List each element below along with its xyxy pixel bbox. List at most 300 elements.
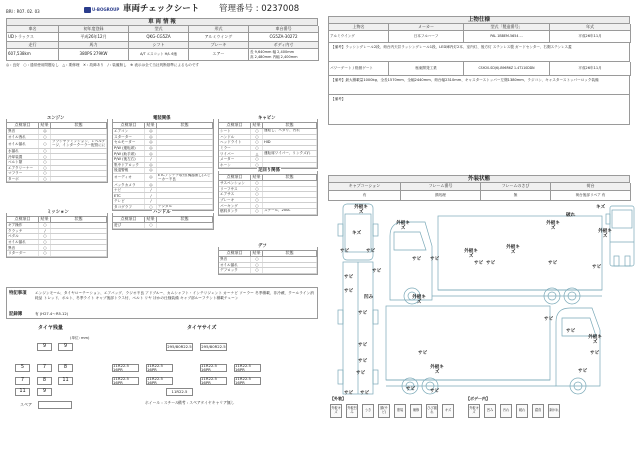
- check-comment: [263, 135, 317, 140]
- check-item: ETC: [113, 193, 145, 198]
- tire-size-title: タイヤサイズ: [187, 325, 217, 331]
- damage-marker: サビ: [566, 329, 576, 334]
- tire-remaining-box: 7: [37, 364, 52, 372]
- check-result: ○: [145, 223, 157, 228]
- value-mileage: 607,538km: [7, 49, 59, 61]
- section-electrical: [112, 116, 214, 211]
- col-header: 結果: [251, 123, 263, 128]
- damage-marker: サビ: [578, 369, 588, 374]
- page-title: 車両チェックシート: [123, 4, 200, 14]
- damage-marker: サビ: [412, 257, 422, 262]
- tire-remaining-box: 9: [58, 343, 73, 351]
- check-comment: [51, 160, 107, 165]
- section-engine: [6, 116, 108, 183]
- value-chassis-no: CG5ZA-30272: [249, 33, 319, 42]
- check-item: ハンドル: [219, 135, 251, 140]
- col-header: 点検項目: [113, 123, 145, 128]
- check-item: ペダル: [7, 234, 39, 239]
- col-maker: メーカー: [389, 24, 464, 31]
- label-power: 馬力: [59, 42, 129, 49]
- damage-marker: サビ: [548, 261, 558, 266]
- damage-marker: サビ: [486, 261, 496, 266]
- check-result: ○: [251, 263, 263, 268]
- section-steering: [112, 210, 214, 230]
- label-shift: シフト: [129, 42, 189, 49]
- label-brake: ブレーキ: [189, 42, 249, 49]
- dims-line-1: 長 9,640mm 幅 2,400mm: [250, 50, 295, 55]
- check-row: [7, 251, 107, 257]
- eq2-name: パワーゲート / 格納ゲート: [329, 62, 389, 76]
- damage-marker: 外板キズ: [546, 221, 560, 231]
- check-comment: [157, 135, 213, 140]
- section-cabin: [218, 116, 318, 169]
- section-col-header: [219, 174, 317, 181]
- damage-marker: サビ: [590, 351, 600, 356]
- check-result: ◎: [39, 129, 51, 134]
- check-comment: ETCアンテナ取付(機器無し)スピーカー不良: [157, 174, 213, 182]
- damage-marker: サビ: [360, 391, 370, 396]
- check-comment: [51, 171, 107, 176]
- equipment-header: 上物仕様: [328, 16, 630, 24]
- section-col-header: [219, 250, 317, 257]
- check-result: ○: [39, 234, 51, 239]
- check-item: ブレーキ: [219, 198, 251, 203]
- check-item: オイル洩れ: [7, 135, 39, 140]
- check-item: 冷却装置: [7, 154, 39, 159]
- value-model: QKG-CG5ZA: [129, 33, 189, 42]
- section-mission: [6, 210, 108, 258]
- legend-body-item: 外板キズ: [468, 404, 480, 418]
- eq2-year: 平成26年11月: [550, 62, 631, 76]
- damage-marker: サビ: [430, 257, 440, 262]
- legend-exterior-label: 【外装】: [330, 396, 346, 401]
- legend-body-item: 汚れ: [500, 404, 512, 418]
- check-comment: [263, 192, 317, 197]
- legend-exterior-item: 塗装: [394, 404, 406, 418]
- mgmt-number: 0237008: [261, 4, 300, 14]
- tire-size-box: 11R22.5 16PR: [146, 377, 173, 385]
- eq1-note: 【備考】ラッシングレール2段、荷台内天井ラッシングレール1段、LED庫内灯2本、室内灯、後方灯 ステンレス製 ガードセンター、右側ステンレス蓋: [328, 43, 630, 62]
- check-comment: [263, 257, 317, 262]
- damage-marker: サビ: [340, 249, 350, 254]
- damage-marker: サビ: [544, 317, 554, 322]
- check-row: [219, 209, 317, 215]
- check-result: ○: [39, 149, 51, 154]
- check-item: パーキング: [219, 203, 251, 208]
- col-header: 点検項目: [219, 175, 251, 180]
- col-header: 状態: [263, 175, 317, 180]
- col-header: 点検項目: [219, 123, 251, 128]
- check-result: ○: [39, 171, 51, 176]
- check-comment: デジタル: [157, 205, 213, 210]
- damage-marker: 凹み: [364, 295, 374, 300]
- check-comment: [51, 149, 107, 154]
- check-result: ○: [251, 157, 263, 162]
- damage-marker: 外板キズ: [464, 249, 478, 259]
- label-car-name: 車名: [7, 26, 59, 33]
- tire-remaining-box: 11: [58, 377, 73, 385]
- check-result: ◎: [145, 168, 157, 173]
- check-comment: ブラシサブミッション、レベルゲージ、インタークーラー配管にに: [52, 140, 106, 147]
- section-col-header: [7, 216, 107, 223]
- damage-marker: 外板キズ: [354, 205, 368, 215]
- check-item: スターター: [113, 135, 145, 140]
- section-col-header: [7, 122, 107, 129]
- col-header: 状態: [51, 217, 107, 222]
- legend-exterior-item: うき: [362, 404, 374, 418]
- damage-marker: サビ: [358, 359, 368, 364]
- col-model-serial: 型式「製造番号」: [464, 24, 550, 31]
- col-header: 結果: [251, 175, 263, 180]
- grading-legend: ◎ : 良好 ○ : 通常使用問題なし △ : 要修理 ✕ : 故障あり / : 装備無し ※ 表示は全て当社判断基準によるものです: [6, 63, 200, 67]
- check-comment: [263, 163, 317, 168]
- equipment-cols: [328, 24, 630, 43]
- check-result: ○: [251, 129, 263, 134]
- col-header: 状態: [263, 251, 317, 256]
- eq1-year: 平成26年11月: [550, 31, 631, 43]
- check-comment: [51, 240, 107, 245]
- section-title: キャビン: [258, 116, 276, 121]
- value-car-name: UDトラックス: [7, 33, 59, 42]
- tire-size-box: 295/80R22.5: [200, 343, 227, 351]
- check-result: ◎: [145, 182, 157, 187]
- check-comment: [51, 177, 107, 182]
- check-result: ◎: [145, 174, 157, 182]
- check-item: オイル漏れ: [7, 140, 39, 148]
- check-item: 異音: [219, 257, 251, 262]
- damage-marker: キズ: [596, 205, 606, 210]
- check-comment: [157, 199, 213, 204]
- check-result: ◎: [145, 146, 157, 151]
- check-item: ホーン: [219, 163, 251, 168]
- check-comment: [157, 168, 213, 173]
- check-item: 集中ドアロック: [113, 163, 145, 168]
- check-item: 遊び: [113, 223, 145, 228]
- check-comment: [157, 140, 213, 145]
- value-first-reg: 平成26年12月: [59, 33, 129, 42]
- check-comment: [263, 198, 317, 203]
- spare-size-box: 11R22.5: [166, 388, 193, 396]
- check-result: ◎: [145, 129, 157, 134]
- spare-label: スペア: [20, 402, 32, 407]
- vehicle-row-1: [6, 26, 318, 42]
- section-title: ハンドル: [153, 210, 171, 215]
- damage-marker: サビ: [358, 343, 368, 348]
- notes-label: 特記事項: [9, 291, 27, 296]
- check-item: ミラー: [219, 146, 251, 151]
- check-row: [113, 223, 213, 229]
- legend-body-item: 凹み: [484, 404, 496, 418]
- check-result: ○: [39, 245, 51, 250]
- exterior-panel: [328, 175, 630, 201]
- damage-marker: サビ: [358, 311, 368, 316]
- check-result: ○: [251, 209, 263, 214]
- tire-remaining-box: 7: [15, 377, 30, 385]
- check-comment: [263, 157, 317, 162]
- legend-body-label: 【ボデー内】: [466, 396, 490, 401]
- tire-size-box: 11R22.5 16PR: [146, 364, 173, 372]
- damage-marker: サビ: [366, 249, 376, 254]
- section-title: 電装関係: [153, 116, 171, 121]
- check-item: オーディオ: [113, 174, 145, 182]
- check-item: 後退警報: [113, 168, 145, 173]
- spare-tire-box: [38, 401, 72, 409]
- check-result: ○: [251, 140, 263, 145]
- check-comment: [157, 146, 213, 151]
- brand-logo: [84, 7, 119, 13]
- check-row: [113, 174, 213, 183]
- tire-remaining-box: 8: [58, 364, 73, 372]
- check-result: ○: [39, 135, 51, 140]
- tire-size-box: 11R22.5 16PR: [234, 377, 261, 385]
- tire-remaining-unit: (単位: mm): [70, 336, 90, 340]
- check-result: ○: [251, 187, 263, 192]
- check-item: P/W (助手席): [113, 151, 145, 156]
- check-result: ◎: [145, 135, 157, 140]
- check-comment: [263, 181, 317, 186]
- check-item: リーフサス: [219, 187, 251, 192]
- check-result: ○: [39, 223, 51, 228]
- wheel-label: ホイール : スチール: [145, 400, 179, 405]
- check-result: /: [145, 188, 157, 193]
- check-result: ○: [39, 154, 51, 159]
- check-item: セルモーター: [113, 140, 145, 145]
- check-result: ◎: [145, 140, 157, 145]
- check-comment: [157, 129, 213, 134]
- col-cargo: 荷台: [551, 183, 631, 191]
- check-result: ○: [39, 160, 51, 165]
- check-result: ○: [39, 166, 51, 171]
- col-header: 結果: [145, 217, 157, 222]
- section-title: デフ: [258, 244, 267, 249]
- eq-memo-label: 【備考】: [331, 97, 346, 101]
- brand-mark-icon: [84, 7, 91, 13]
- check-comment: [51, 129, 107, 134]
- check-comment: [51, 223, 107, 228]
- check-item: エアクリーナー: [7, 166, 39, 171]
- check-result: ○: [39, 177, 51, 182]
- check-item: ギア操作: [7, 223, 39, 228]
- check-item: テレビ: [113, 199, 145, 204]
- check-comment: [157, 151, 213, 156]
- value-brake: エアー: [189, 49, 249, 61]
- check-item: ナビ: [113, 188, 145, 193]
- damage-marker: 外板キズ: [588, 335, 602, 345]
- check-result: ○: [251, 181, 263, 186]
- check-item: 異音: [7, 245, 39, 250]
- val-cargo: 荷台後部リペア 有: [551, 191, 631, 201]
- label-mileage: 走行: [7, 42, 59, 49]
- section-title: 足回り関係: [258, 168, 280, 173]
- legend-exterior-item: キズ: [442, 404, 454, 418]
- tire-remaining-box: 8: [37, 377, 52, 385]
- damage-marker: サビ: [344, 289, 354, 294]
- brand-name: U-BOGROUP: [92, 6, 120, 12]
- check-row: [7, 177, 107, 183]
- eq2-model: CSH20-SD(6)-B96R6Z 1-4T110DDN: [464, 62, 550, 76]
- check-result: ○: [145, 205, 157, 210]
- notes-panel: [6, 287, 318, 319]
- check-result: ○: [251, 203, 263, 208]
- damage-marker: サビ: [592, 265, 602, 270]
- check-comment: [263, 146, 317, 151]
- damage-marker: 外板キズ: [430, 365, 444, 375]
- damage-marker: サビ: [372, 269, 382, 274]
- damage-marker: 外板キズ: [598, 229, 612, 239]
- col-cab-caution: キャブコーション: [329, 183, 401, 191]
- check-item: バックカメラ: [113, 182, 145, 187]
- legend-body-item: 剥がれ: [548, 404, 560, 418]
- check-comment: [51, 154, 107, 159]
- damage-marker: 外板キズ: [506, 245, 520, 255]
- section-col-header: [113, 216, 213, 223]
- section-title: エンジン: [47, 116, 65, 121]
- check-comment: [51, 166, 107, 171]
- record-label: 記録簿: [9, 312, 23, 317]
- vehicle-info-panel: [6, 18, 318, 67]
- check-comment: [51, 234, 107, 239]
- check-comment: [51, 229, 107, 234]
- label-body-type: 形式: [189, 26, 249, 33]
- legend-body-item: 腐食: [532, 404, 544, 418]
- legend-exterior-item: 外板凹み: [346, 404, 358, 418]
- dims-line-2: 高 2,480mm 内幅 2,400mm: [250, 54, 298, 59]
- exterior-header: 外装状態: [328, 175, 630, 183]
- check-item: 水漏れ: [7, 149, 39, 154]
- check-item: P/W (後左右): [113, 157, 145, 162]
- value-body-dims: [249, 49, 319, 61]
- tire-size-box: 11R22.5 16PR: [200, 364, 227, 372]
- check-item: ベルト類: [7, 160, 39, 165]
- damage-marker: サビ: [430, 389, 440, 394]
- check-item: オイル漏れ: [219, 263, 251, 268]
- check-comment: [157, 223, 213, 228]
- check-comment: [157, 193, 213, 198]
- damage-marker: サビ: [344, 391, 354, 396]
- vehicle-info-header: 車 両 情 報: [6, 18, 318, 26]
- col-header: 状態: [157, 217, 213, 222]
- wheel-note: 備考 : スペアタイヤキャリア無し: [178, 400, 235, 405]
- section-chassis: [218, 168, 318, 216]
- exterior-grid: [328, 183, 630, 201]
- damage-marker: サビ: [474, 261, 484, 266]
- record-text: 有 (H27.4〜R5.12): [35, 312, 69, 316]
- damage-marker: 破れ: [566, 213, 576, 218]
- col-header: 結果: [251, 251, 263, 256]
- value-shift: A/T エスコット H/L 6速: [129, 49, 189, 61]
- check-result: ◎: [145, 163, 157, 168]
- tire-size-box: 11R22.5 16PR: [112, 364, 139, 372]
- val-frame-no: 錆処理: [401, 191, 481, 201]
- damage-marker: サビ: [356, 371, 366, 376]
- label-model: 型式: [129, 26, 189, 33]
- legend-body-item: 破れ: [516, 404, 528, 418]
- tire-size-box: 295/80R22.5: [166, 343, 193, 351]
- check-comment: スチール、200L: [263, 209, 317, 214]
- check-result: ○: [251, 198, 263, 203]
- check-comment: [157, 163, 213, 168]
- damage-marker: サビ: [344, 275, 354, 280]
- check-item: リターダー: [7, 251, 39, 256]
- check-comment: HID: [263, 140, 317, 145]
- tire-remaining-title: タイヤ残量: [38, 325, 63, 331]
- damage-marker: サビ: [406, 387, 416, 392]
- check-item: P/W (運転席): [113, 146, 145, 151]
- damage-marker: 外板キズ: [412, 295, 426, 305]
- mgmt-label: 管理番号 :: [219, 4, 262, 14]
- legend-exterior-item: ひび割れ: [426, 404, 438, 418]
- section-title: ミッション: [47, 210, 69, 215]
- tire-remaining-box: 9: [37, 343, 52, 351]
- col-header: 状態: [157, 123, 213, 128]
- doc-date: BRI : R07. 02. 03: [6, 9, 40, 14]
- equipment-row-2: [328, 62, 630, 76]
- col-header: 結果: [145, 123, 157, 128]
- tire-remaining-box: 9: [37, 388, 52, 396]
- check-result: ○: [39, 251, 51, 256]
- check-item: ヘッドライト: [219, 140, 251, 145]
- check-item: メーター: [219, 157, 251, 162]
- check-result: △: [251, 151, 263, 156]
- col-upper-name: 上物名: [329, 24, 389, 31]
- check-item: エアサス: [219, 192, 251, 197]
- label-chassis-no: 車台番号: [249, 26, 319, 33]
- check-item: クラッチ: [7, 229, 39, 234]
- damage-marker: サビ: [418, 351, 428, 356]
- check-comment: [263, 187, 317, 192]
- tire-remaining-box: 5: [15, 364, 30, 372]
- eq1-name: アルミウイング: [329, 31, 389, 43]
- legend-exterior-item: 補修: [410, 404, 422, 418]
- check-comment: [263, 263, 317, 268]
- eq-memo: [328, 95, 630, 125]
- section-col-header: [219, 122, 317, 129]
- col-header: 結果: [39, 217, 51, 222]
- section-diff: [218, 244, 318, 275]
- col-frame-rust: フレームのさび: [481, 183, 551, 191]
- legend-exterior-item: 外板キズ: [330, 404, 342, 418]
- label-first-reg: 初年度登録: [59, 26, 129, 33]
- check-comment: [263, 203, 317, 208]
- check-result: ◎: [145, 151, 157, 156]
- vehicle-row-2: [6, 42, 318, 61]
- legend-exterior-item: 錆(サビ): [378, 404, 390, 418]
- value-body-type: アルミウイング: [189, 33, 249, 42]
- check-comment: [157, 182, 213, 187]
- eq1-model: PAL 1BBEM-5654 ...: [464, 31, 550, 43]
- damage-marker: キズ: [352, 231, 362, 236]
- check-result: /: [145, 193, 157, 198]
- eq2-note: 【備考】最大積載量1000kg、全長1570mm、全幅2440mm、荷台幅2310mm、キャスターストッパー左側1380mm、ラジコン、キャスターストッパーロック装備: [328, 76, 630, 95]
- check-comment: 運転し、ヘタり、汚れ: [263, 129, 317, 134]
- check-comment: [51, 245, 107, 250]
- check-comment: [263, 268, 317, 273]
- check-item: オイル漏れ: [7, 240, 39, 245]
- tire-size-box: 11R22.5 16PR: [112, 377, 139, 385]
- check-result: ○: [251, 257, 263, 262]
- equipment-panel: [328, 16, 630, 125]
- check-result: ○: [251, 192, 263, 197]
- check-item: ワイパー: [219, 151, 251, 156]
- col-header: 点検項目: [113, 217, 145, 222]
- check-result: ○: [251, 146, 263, 151]
- tire-size-box: 11R22.5 16PR: [234, 364, 261, 372]
- check-result: /: [39, 229, 51, 234]
- col-header: 状態: [51, 123, 107, 128]
- val-cab-caution: 有: [329, 191, 401, 201]
- check-item: 異音: [7, 129, 39, 134]
- truck-side-view-right: [386, 306, 600, 394]
